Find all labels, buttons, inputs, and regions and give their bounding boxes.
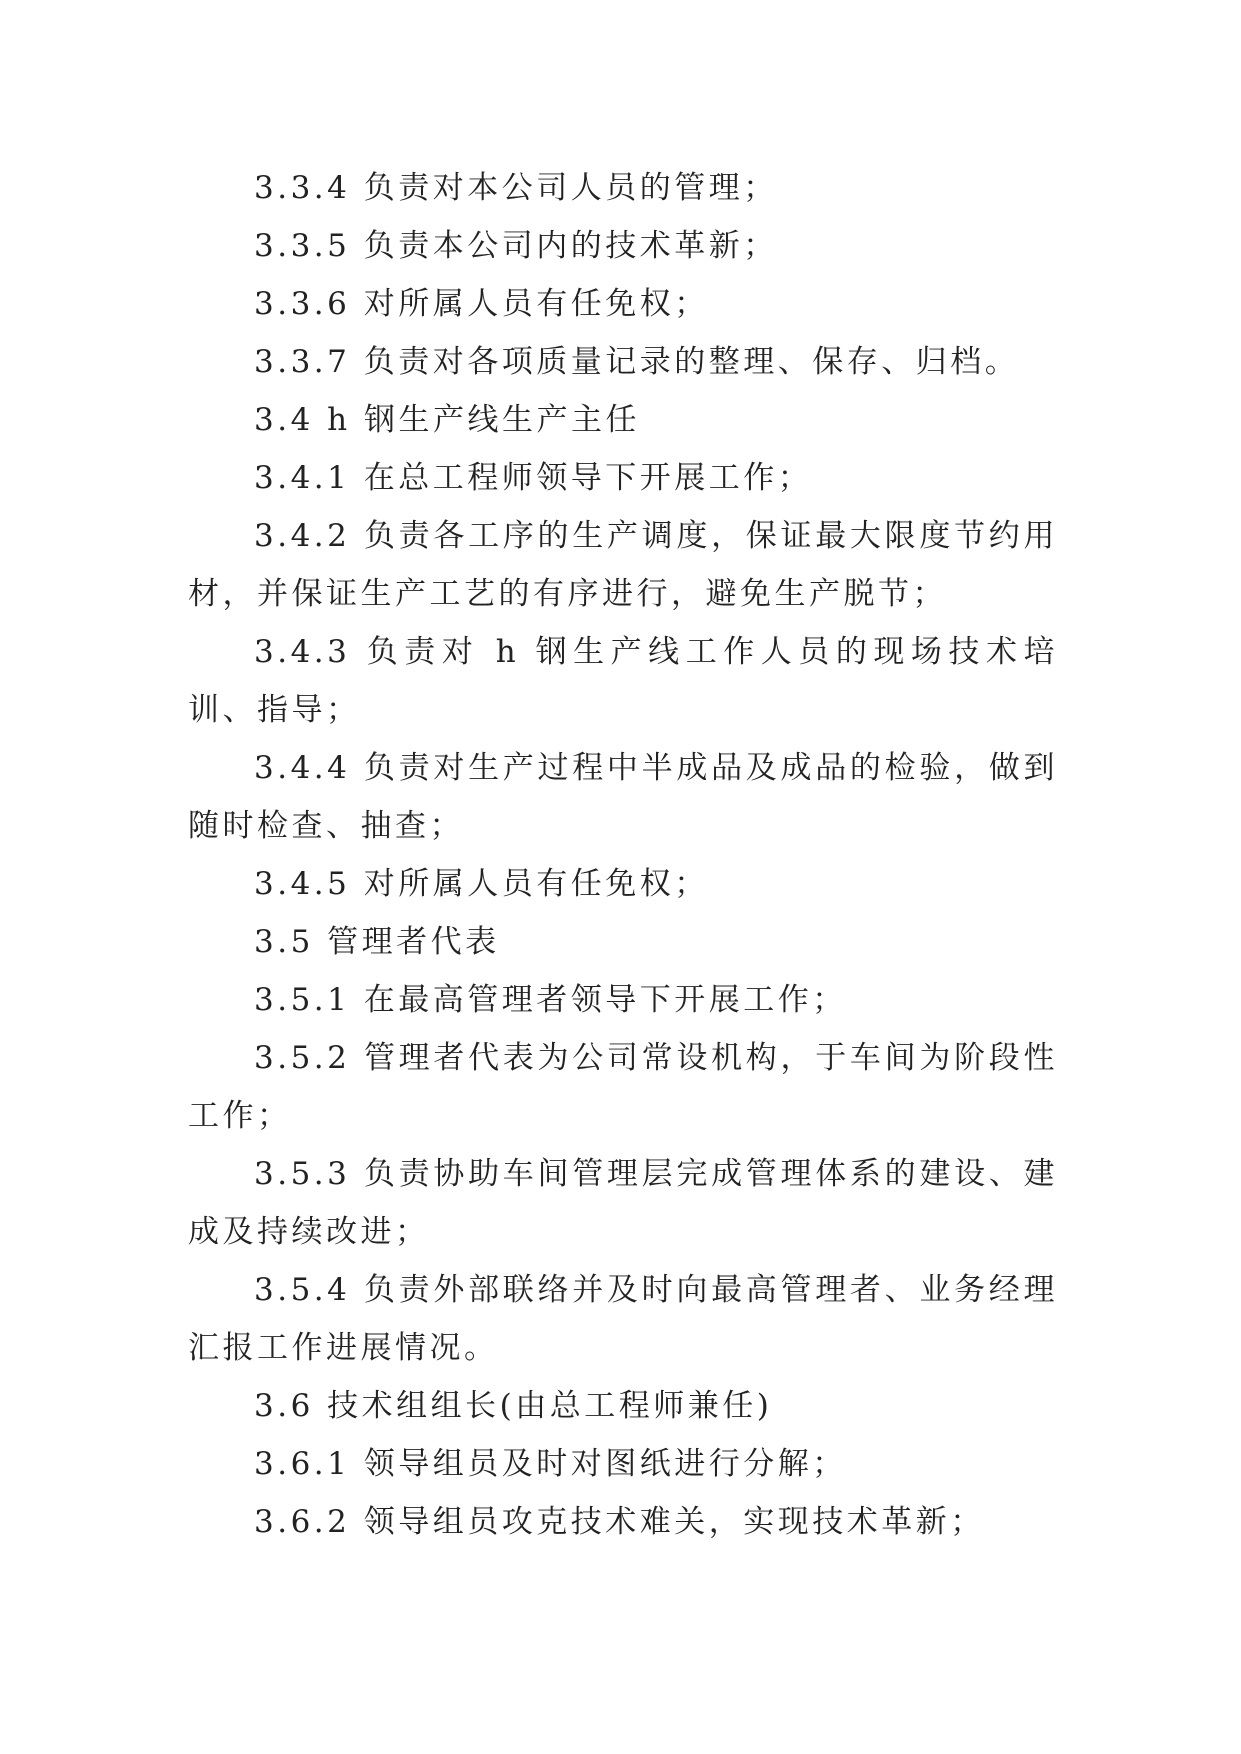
paragraph-3-3-5: 3.3.5 负责本公司内的技术革新； [254, 228, 778, 264]
paragraph-3-4-4: 3.4.4 负责对生产过程中半成品及成品的检验，做到随时检查、抽查； [188, 750, 1058, 844]
paragraph-3-3-4: 3.3.4 负责对本公司人员的管理； [254, 170, 778, 206]
section-heading-3-6: 3.6 技术组组长(由总工程师兼任) [254, 1388, 773, 1424]
paragraph-3-6-2: 3.6.2 领导组员攻克技术难关，实现技术革新； [254, 1504, 985, 1540]
paragraph-3-5-1: 3.5.1 在最高管理者领导下开展工作； [254, 982, 847, 1018]
paragraph-3-4-1: 3.4.1 在总工程师领导下开展工作； [254, 460, 813, 496]
section-heading-3-4: 3.4 h 钢生产线生产主任 [254, 402, 640, 438]
paragraph-3-5-2: 3.5.2 管理者代表为公司常设机构，于车间为阶段性工作； [188, 1040, 1058, 1134]
paragraph-3-5-3: 3.5.3 负责协助车间管理层完成管理体系的建设、建成及持续改进； [188, 1156, 1058, 1250]
document-body [188, 159, 1058, 1551]
paragraph-3-4-3: 3.4.3 负责对 h 钢生产线工作人员的现场技术培训、指导； [188, 634, 1058, 728]
paragraph-3-3-7: 3.3.7 负责对各项质量记录的整理、保存、归档。 [254, 344, 1020, 380]
paragraph-3-4-5: 3.4.5 对所属人员有任免权； [254, 866, 709, 902]
paragraph-3-3-6: 3.3.6 对所属人员有任免权； [254, 286, 709, 322]
paragraph-3-5-4: 3.5.4 负责外部联络并及时向最高管理者、业务经理汇报工作进展情况。 [188, 1272, 1058, 1366]
paragraph-3-4-2: 3.4.2 负责各工序的生产调度，保证最大限度节约用材，并保证生产工艺的有序进行，避免生产脱节； [188, 518, 1058, 612]
paragraph-3-6-1: 3.6.1 领导组员及时对图纸进行分解； [254, 1446, 847, 1482]
section-heading-3-5: 3.5 管理者代表 [254, 924, 500, 960]
